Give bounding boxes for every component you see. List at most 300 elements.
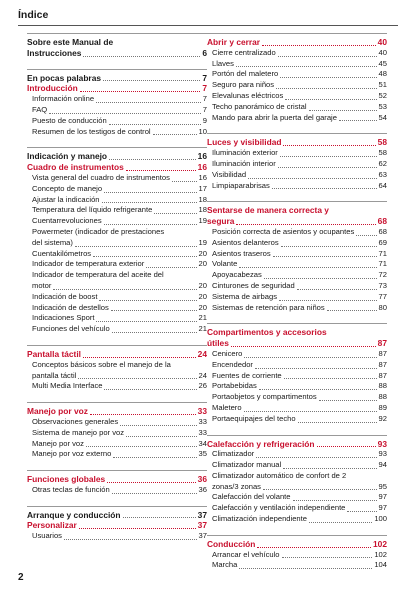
toc-entry-title: Climatizador [212, 449, 255, 459]
dot-leader [103, 79, 200, 81]
dot-leader [79, 527, 196, 529]
toc-entry-page: 71 [378, 259, 387, 269]
toc-entry[interactable] [27, 127, 207, 138]
dot-leader [239, 266, 376, 268]
section-divider [27, 69, 207, 70]
toc-entry-title: Cenicero [212, 348, 243, 358]
toc-entry[interactable] [207, 381, 387, 392]
toc-entry-page: 51 [378, 80, 387, 90]
toc-entry[interactable] [207, 292, 387, 303]
dot-leader [120, 424, 196, 426]
toc-entry-page: 104 [374, 560, 387, 570]
toc-entry-page: 20 [198, 248, 207, 258]
dot-leader [278, 55, 377, 57]
toc-entry-page: 21 [198, 313, 207, 323]
toc-entry-page: 40 [378, 47, 387, 57]
toc-entry[interactable] [27, 173, 207, 184]
toc-entry-page: 33 [197, 406, 207, 417]
toc-entry-page: 20 [198, 302, 207, 312]
toc-entry[interactable] [27, 195, 207, 206]
dot-leader [356, 234, 376, 236]
toc-entry-page: 16 [198, 172, 207, 182]
section-divider [27, 345, 207, 346]
toc-entry-title: Elevalunas eléctricos [212, 90, 284, 100]
section-divider [27, 402, 207, 403]
toc-entry-title: Volante [212, 259, 238, 269]
toc-entry[interactable] [207, 281, 387, 292]
toc-entry[interactable] [207, 259, 387, 270]
dot-leader [107, 481, 195, 483]
toc-entry-page: 97 [378, 492, 387, 502]
toc-entry-title: Fuentes de corriente [212, 370, 282, 380]
dot-leader [104, 223, 197, 225]
toc-entry-title: Asientos delanteros [212, 237, 279, 247]
toc-entry-title: Calefacción y ventilación independiente [212, 503, 346, 513]
dot-leader [347, 510, 376, 512]
dot-leader [257, 546, 371, 548]
toc-entry-page: 24 [197, 348, 207, 359]
toc-entry[interactable] [207, 303, 387, 314]
toc-entry-page: 94 [378, 460, 387, 470]
toc-entry-page: 58 [377, 137, 387, 148]
toc-entry-title: Conducción [207, 538, 256, 549]
dot-leader [239, 567, 372, 569]
toc-entry[interactable] [27, 83, 207, 94]
toc-section [27, 506, 207, 542]
toc-entry[interactable] [207, 471, 387, 482]
toc-entry-title: Otras teclas de función [32, 484, 110, 494]
toc-entry-title: Asientos traseros [212, 248, 271, 258]
toc-entry[interactable] [207, 249, 387, 260]
section-divider [207, 323, 387, 324]
dot-leader [109, 158, 196, 160]
toc-entry-title: Temperatura del líquido refrigerante [32, 205, 153, 215]
toc-section [207, 535, 387, 571]
toc-entry-title: Sistema de airbags [212, 291, 278, 301]
dot-leader [53, 288, 196, 290]
toc-entry-page: 20 [198, 280, 207, 290]
dot-leader [75, 245, 197, 247]
dot-leader [276, 87, 376, 89]
dot-leader [96, 101, 201, 103]
page-header-title: Índice [18, 9, 49, 21]
toc-entry-title: Techo panorámico de cristal [212, 101, 307, 111]
toc-entry-title: Posición correcta de asientos y ocupantes [212, 226, 355, 236]
section-divider [27, 506, 207, 507]
dot-leader [309, 521, 372, 523]
toc-entry-page: 72 [378, 270, 387, 280]
toc-entry[interactable] [27, 205, 207, 216]
toc-entry-title: Indicador de temperatura exterior [32, 259, 145, 269]
toc-section [207, 435, 387, 525]
toc-entry-title: Portabebidas [212, 381, 257, 391]
toc-entry-title: Conceptos básicos sobre el manejo de la [32, 359, 171, 369]
toc-right-column [207, 33, 387, 581]
toc-entry-page: 6 [202, 47, 207, 58]
toc-entry-title: Cierre centralizado [212, 47, 276, 57]
toc-section [27, 345, 207, 392]
toc-entry-title: Climatizador manual [212, 460, 282, 470]
toc-entry-title: Mando para abrir la puerta del garaje [212, 112, 337, 122]
toc-entry-title: Indicador de temperatura del aceite del [32, 270, 164, 280]
toc-entry[interactable] [27, 270, 207, 281]
toc-entry[interactable] [207, 227, 387, 238]
toc-entry[interactable] [207, 449, 387, 460]
dot-leader [126, 435, 197, 437]
toc-entry-title: motor [32, 280, 52, 290]
toc-entry-title: FAQ [32, 104, 48, 114]
toc-entry[interactable] [27, 324, 207, 335]
toc-entry[interactable] [27, 303, 207, 314]
toc-entry-title: Indicación y manejo [27, 151, 108, 162]
dot-leader [172, 180, 197, 182]
toc-entry-page: 18 [198, 205, 207, 215]
toc-entry[interactable] [27, 449, 207, 460]
dot-leader [236, 65, 377, 67]
toc-entry[interactable] [27, 439, 207, 450]
toc-entry-title: Cuentakilómetros [32, 248, 92, 258]
toc-section [27, 33, 207, 59]
toc-entry-title: Funciones del vehículo [32, 324, 110, 334]
toc-entry-page: 19 [198, 237, 207, 247]
dot-leader [112, 492, 197, 494]
dot-leader [256, 456, 376, 458]
toc-entry-page: 21 [198, 324, 207, 334]
toc-entry-title: Abrir y cerrar [207, 37, 261, 47]
dot-leader [244, 356, 376, 358]
toc-entry[interactable] [207, 503, 387, 514]
toc-entry-page: 16 [197, 151, 207, 162]
toc-entry[interactable] [207, 181, 387, 192]
dot-leader [83, 356, 196, 358]
toc-entry-title: Cinturones de seguridad [212, 280, 295, 290]
toc-entry[interactable] [27, 151, 207, 162]
toc-entry-title: zonas/3 zonas [212, 481, 261, 491]
toc-entry-title: Limpiaparabrisas [212, 180, 270, 190]
toc-entry-title: Ajustar la indicación [32, 194, 100, 204]
dot-leader [298, 421, 377, 423]
toc-entry[interactable] [27, 73, 207, 84]
toc-entry-page: 58 [378, 148, 387, 158]
toc-entry-title: Portaobjetos y compartimentos [212, 392, 317, 402]
toc-entry-title: Llaves [212, 58, 234, 68]
toc-entry-page: 18 [198, 194, 207, 204]
toc-entry-title: Seguro para niños [212, 80, 275, 90]
toc-entry-title: Encendedor [212, 359, 253, 369]
toc-entry[interactable] [207, 148, 387, 159]
toc-entry[interactable] [27, 292, 207, 303]
toc-entry[interactable] [207, 205, 387, 216]
toc-entry-title: Portón del maletero [212, 69, 279, 79]
toc-entry[interactable] [207, 539, 387, 550]
toc-entry-title: pantalla táctil [32, 370, 77, 380]
toc-entry-page: 45 [378, 58, 387, 68]
toc-section [27, 147, 207, 335]
section-divider [27, 147, 207, 148]
toc-entry-page: 54 [378, 112, 387, 122]
dot-leader [112, 331, 197, 333]
toc-entry-page: 20 [198, 291, 207, 301]
dot-leader [283, 144, 375, 146]
dot-leader [236, 223, 375, 225]
dot-leader [96, 320, 196, 322]
toc-entry-page: 7 [202, 83, 207, 94]
toc-entry[interactable] [27, 162, 207, 173]
toc-entry[interactable] [27, 116, 207, 127]
toc-entry-page: 68 [377, 216, 387, 227]
dot-leader [327, 309, 377, 311]
toc-entry-title: Personalizar [27, 520, 77, 531]
toc-entry[interactable] [27, 349, 207, 360]
toc-entry[interactable] [27, 281, 207, 292]
toc-entry[interactable] [27, 94, 207, 105]
dot-leader [123, 516, 196, 518]
dot-leader [297, 288, 377, 290]
toc-entry-title: Luces y visibilidad [207, 137, 282, 148]
toc-entry-title: Iluminación exterior [212, 148, 278, 158]
toc-entry-page: 37 [197, 520, 207, 531]
dot-leader [113, 456, 196, 458]
dot-leader [49, 112, 201, 114]
toc-entry-page: 87 [378, 348, 387, 358]
toc-entry[interactable] [27, 520, 207, 531]
toc-entry[interactable] [27, 216, 207, 227]
dot-leader [244, 410, 377, 412]
dot-leader [104, 388, 196, 390]
toc-entry-title: Indicación de destellos [32, 302, 109, 312]
toc-entry[interactable] [27, 371, 207, 382]
toc-entry[interactable] [27, 417, 207, 428]
toc-entry[interactable] [207, 238, 387, 249]
dot-leader [83, 55, 200, 57]
toc-entry-page: 62 [378, 158, 387, 168]
toc-entry[interactable] [207, 270, 387, 281]
toc-section [207, 201, 387, 313]
toc-section [207, 323, 387, 424]
toc-entry-page: 52 [378, 90, 387, 100]
toc-entry[interactable] [207, 403, 387, 414]
toc-entry-page: 40 [377, 37, 387, 47]
section-divider [27, 470, 207, 471]
section-divider [207, 33, 387, 34]
toc-entry-page: 88 [378, 392, 387, 402]
toc-entry-page: 80 [378, 302, 387, 312]
toc-entry-page: 7 [202, 72, 207, 83]
toc-entry-page: 97 [378, 503, 387, 513]
toc-entry[interactable] [207, 460, 387, 471]
toc-entry[interactable] [207, 550, 387, 561]
toc-entry-page: 53 [378, 101, 387, 111]
toc-entry-page: 26 [198, 381, 207, 391]
toc-entry-title: Vista general del cuadro de instrumentos [32, 172, 170, 182]
toc-entry[interactable] [27, 313, 207, 324]
dot-leader [153, 133, 197, 135]
toc-entry-page: 73 [378, 280, 387, 290]
toc-entry-title: Arrancar el vehículo [212, 549, 280, 559]
dot-leader [285, 98, 376, 100]
dot-leader [272, 187, 377, 189]
toc-entry[interactable] [207, 371, 387, 382]
dot-leader [90, 413, 196, 415]
toc-section [207, 133, 387, 191]
toc-entry[interactable] [27, 474, 207, 485]
toc-entry[interactable] [207, 514, 387, 525]
toc-entry[interactable] [207, 91, 387, 102]
toc-entry-title: Arranque y conducción [27, 509, 121, 520]
dot-leader [284, 377, 377, 379]
toc-entry-page: 63 [378, 169, 387, 179]
toc-entry[interactable] [207, 492, 387, 503]
toc-entry-title: Puesto de conducción [32, 115, 107, 125]
toc-entry-page: 71 [378, 248, 387, 258]
toc-entry[interactable] [207, 37, 387, 48]
toc-entry[interactable] [27, 406, 207, 417]
toc-entry-title: Cuentarrevoluciones [32, 216, 102, 226]
dot-leader [264, 277, 377, 279]
toc-entry-page: 92 [378, 413, 387, 423]
toc-entry-page: 48 [378, 69, 387, 79]
dot-leader [154, 212, 196, 214]
dot-leader [262, 44, 376, 46]
toc-entry[interactable] [27, 531, 207, 542]
toc-entry-page: 19 [198, 216, 207, 226]
toc-entry-title: Climatizador automático de confort de 2 [212, 470, 347, 480]
toc-entry-page: 17 [198, 183, 207, 193]
toc-entry[interactable] [27, 238, 207, 249]
toc-entry-page: 36 [197, 474, 207, 485]
toc-entry-page: 64 [378, 180, 387, 190]
toc-entry-title: Indicación de boost [32, 291, 98, 301]
toc-entry[interactable] [207, 560, 387, 571]
toc-entry-title: Funciones globales [27, 474, 106, 485]
dot-leader [102, 201, 197, 203]
toc-entry-page: 10 [198, 126, 207, 136]
toc-entry-title: En pocas palabras [27, 72, 102, 83]
dot-leader [280, 76, 376, 78]
toc-entry-page: 34 [198, 438, 207, 448]
toc-entry-page: 100 [374, 514, 387, 524]
toc-entry-title: Powermeter (indicador de prestaciones [32, 226, 165, 236]
toc-entry-page: 69 [378, 237, 387, 247]
toc-entry[interactable] [207, 59, 387, 70]
dot-leader [104, 191, 196, 193]
section-divider [207, 201, 387, 202]
dot-leader [280, 155, 377, 157]
toc-entry[interactable] [207, 392, 387, 403]
toc-entry[interactable] [207, 349, 387, 360]
toc-entry-title: Maletero [212, 402, 242, 412]
toc-entry[interactable] [207, 482, 387, 493]
toc-entry-title: Manejo por voz [32, 438, 84, 448]
toc-entry[interactable] [207, 48, 387, 59]
dot-leader [93, 255, 196, 257]
toc-entry-title: Portaequipajes del techo [212, 413, 296, 423]
dot-leader [126, 169, 196, 171]
toc-entry-title: Compartimentos y accesorios [207, 327, 327, 338]
toc-entry[interactable] [207, 414, 387, 425]
toc-entry[interactable] [207, 113, 387, 124]
toc-entry[interactable] [27, 227, 207, 238]
dot-leader [273, 255, 377, 257]
toc-entry[interactable] [27, 259, 207, 270]
toc-entry-page: 37 [197, 509, 207, 520]
dot-leader [99, 299, 196, 301]
toc-entry[interactable] [207, 170, 387, 181]
toc-entry[interactable] [27, 428, 207, 439]
toc-entry-page: 24 [198, 370, 207, 380]
section-divider [207, 435, 387, 436]
toc-entry-title: Climatización independiente [212, 514, 307, 524]
toc-entry-page: 37 [198, 531, 207, 541]
toc-entry[interactable] [207, 327, 387, 338]
toc-entry[interactable] [27, 48, 207, 59]
dot-leader [86, 445, 197, 447]
toc-entry-page: 7 [202, 94, 207, 104]
dot-leader [319, 399, 377, 401]
toc-entry-page: 7 [202, 104, 207, 114]
toc-entry[interactable] [207, 360, 387, 371]
toc-entry[interactable] [27, 105, 207, 116]
toc-entry[interactable] [27, 510, 207, 521]
toc-entry-page: 87 [377, 338, 387, 349]
dot-leader [259, 388, 377, 390]
toc-entry[interactable] [207, 216, 387, 227]
dot-leader [146, 266, 196, 268]
toc-entry[interactable] [27, 485, 207, 496]
toc-entry-title: del sistema) [32, 237, 73, 247]
toc-entry-page: 33 [198, 427, 207, 437]
toc-entry[interactable] [207, 338, 387, 349]
toc-entry-page: 77 [378, 291, 387, 301]
toc-entry[interactable] [207, 137, 387, 148]
toc-entry-title: Pantalla táctil [27, 348, 81, 359]
toc-entry-title: Visibilidad [212, 169, 247, 179]
toc-entry-title: Manejo por voz [27, 406, 88, 417]
toc-left-column [27, 33, 207, 552]
toc-entry[interactable] [27, 249, 207, 260]
toc-entry[interactable] [207, 439, 387, 450]
toc-entry[interactable] [27, 381, 207, 392]
toc-entry-page: 89 [378, 402, 387, 412]
toc-entry[interactable] [27, 37, 207, 48]
header-rule [18, 25, 398, 26]
toc-entry-title: Multi Media Interface [32, 381, 103, 391]
toc-entry-title: Cuadro de instrumentos [27, 162, 124, 173]
toc-entry-title: Instrucciones [27, 47, 82, 58]
toc-entry[interactable] [207, 80, 387, 91]
toc-entry-title: Calefacción y refrigeración [207, 438, 315, 449]
toc-entry-title: Sistema de manejo por voz [32, 427, 125, 437]
toc-entry[interactable] [207, 69, 387, 80]
toc-entry[interactable] [27, 360, 207, 371]
toc-entry-title: segura [207, 216, 235, 227]
toc-entry[interactable] [207, 102, 387, 113]
toc-entry-title: Calefacción del volante [212, 492, 291, 502]
toc-entry[interactable] [207, 159, 387, 170]
toc-entry-page: 33 [198, 416, 207, 426]
dot-leader [282, 556, 373, 558]
toc-entry-page: 93 [378, 449, 387, 459]
dot-leader [279, 299, 377, 301]
toc-entry-page: 93 [377, 438, 387, 449]
toc-entry-title: Iluminación interior [212, 158, 276, 168]
toc-entry[interactable] [27, 184, 207, 195]
toc-entry-page: 102 [373, 538, 387, 549]
toc-entry-page: 20 [198, 259, 207, 269]
toc-section [27, 69, 207, 138]
toc-entry-page: 88 [378, 381, 387, 391]
toc-entry-page: 9 [202, 115, 207, 125]
